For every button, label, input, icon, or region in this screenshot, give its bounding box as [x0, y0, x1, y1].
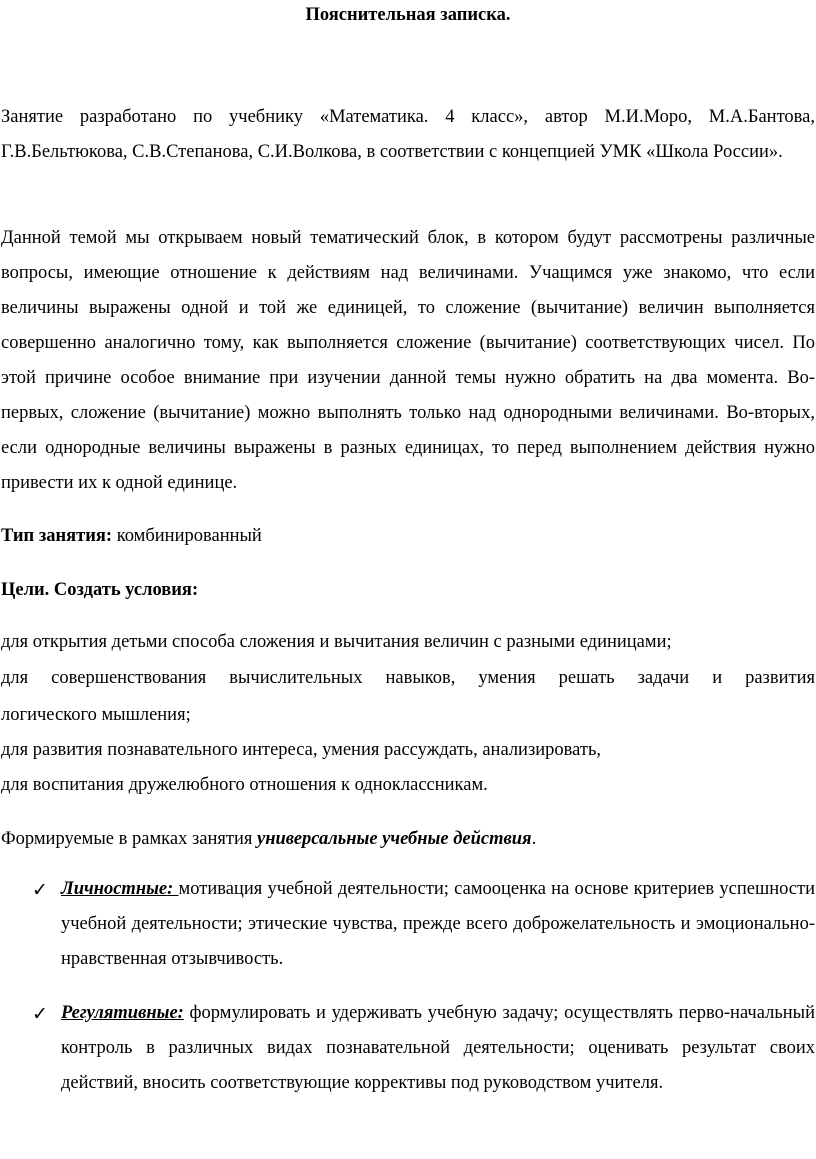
checklist-item-label: Личностные — [61, 879, 168, 899]
description-paragraph: Данной темой мы открываем новый тематический блок, в котором будут рассмотрены различные вопросы, имеющие отношение к действиям над величинами. Учащимся уже знакомо, что если величины выражены одной и той же единицей, то сложение (вычитание) величин выполняется совершенно аналогично тому, как выполняется сложение (вычитание) соответствующих чисел. По этой причине особое внимание при изучении данной темы нужно обратить на два момента. Во-первых, сложение (вычитание) можно выполнять только над однородными величинами. Во-вторых, если однородные величины выражены в разных единицах, то перед выполнением действия нужно привести их к одной единице. — [1, 228, 815, 493]
goal-item: для воспитания дружелюбного отношения к одноклассникам. — [1, 775, 488, 795]
uud-intro — [1, 827, 815, 851]
checkmark-icon: ✓ — [32, 1003, 48, 1025]
goals-heading: Цели. Создать условия: — [1, 580, 199, 600]
checklist-item-label: Регулятивные: — [61, 1003, 184, 1023]
lesson-type — [1, 524, 815, 548]
checklist-item-personal — [61, 872, 815, 977]
checkmark-icon: ✓ — [32, 879, 48, 901]
goal-item: для развития познавательного интереса, умения рассуждать, анализировать, — [1, 740, 602, 760]
goal-item-continuation: логического мышления; — [1, 705, 191, 725]
lesson-type-label: Тип занятия: — [1, 526, 113, 546]
uud-prefix: Формируемые в рамках занятия — [1, 829, 258, 849]
goal-item: для открытия детьми способа сложения и вычитания величин с разными единицами; — [1, 632, 672, 652]
uud-emphasis: универсальные учебные действия — [257, 829, 532, 849]
page-title: Пояснительная записка. — [305, 5, 511, 25]
checklist-item-regulatory — [61, 996, 815, 1101]
checklist-item-text: мотивация учебной деятельности; самооценка на основе критериев успешности учебной деятельности; этические чувства, прежде всего доброжелательность и эмоционально-нравственная отзывчивость. — [61, 879, 815, 969]
goal-item: для совершенствования вычислительных навыков, умения решать задачи и развития — [1, 668, 815, 688]
checklist-item-colon: : — [167, 879, 179, 899]
uud-suffix: . — [531, 829, 537, 849]
checklist-item-text: формулировать и удерживать учебную задачу; осуществлять перво-начальный контроль в различных видах познавательной деятельности; оценивать результат своих действий, вносить соответствующие коррективы под руководством учителя. — [61, 1003, 815, 1093]
intro-paragraph: Занятие разработано по учебнику «Математика. 4 класс», автор М.И.Моро, М.А.Бантова, Г.В.Бельтюкова, С.В.Степанова, С.И.Волкова, в соответствии с концепцией УМК «Школа России». — [1, 107, 815, 162]
lesson-type-value: комбинированный — [112, 526, 262, 546]
